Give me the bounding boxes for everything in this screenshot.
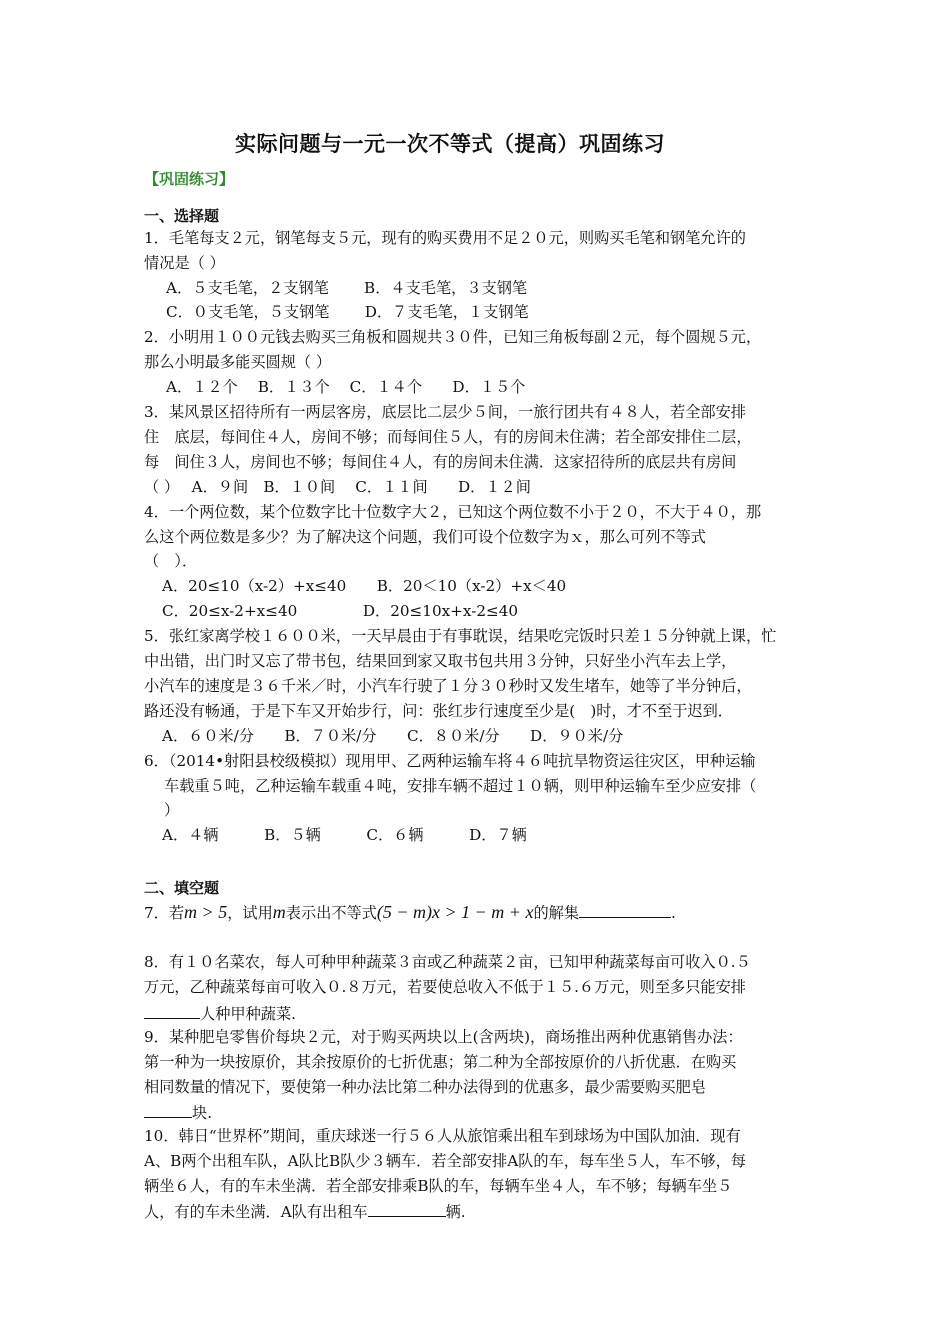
q8-suffix: 人种甲种蔬菜. — [200, 1005, 296, 1023]
q9-line4 — [144, 1101, 212, 1123]
q10-line3: 辆坐６人，有的车未坐满．若全部安排乘B队的车，每辆车坐４人，车不够；每辆车坐５ — [144, 1177, 733, 1195]
q7-inequality: (5 − m)x > 1 − m + x — [376, 902, 534, 922]
q5-line1: 5．张红家离学校１６００米，一天早晨由于有事耽误，结果吃完饭时只差１５分钟就上课，忙 — [144, 627, 777, 645]
q10-line4 — [144, 1200, 466, 1222]
q1-options-ab: A．５支毛笔，２支钢笔 B．４支毛笔，３支钢笔 — [166, 279, 528, 297]
q6-line2: 车载重５吨，乙种运输车载重４吨，安排车辆不超过１０辆，则甲种运输车至少应安排（ — [164, 777, 757, 795]
q4-options-cd: C．20≤x-2+x≤40 D．20≤10x+x-2≤40 — [162, 602, 519, 620]
q10-line2: A、B两个出租车队，A队比B队少３辆车．若全部安排A队的车，每车坐５人，车不够，每 — [144, 1152, 746, 1170]
q2-options: A．１２个 B．１３个 C．１４个 D．１５个 — [166, 378, 526, 396]
q7-variable: m — [272, 902, 286, 922]
q4-line3: （ ）． — [144, 552, 198, 570]
q7-suffix: 的解集 — [533, 904, 580, 922]
q5-line2: 中出错，出门时又忘了带书包，结果回到家又取书包共用３分钟，只好坐小汽车去上学， — [144, 652, 737, 670]
q4-options-ab: A．20≤10（x-2）+x≤40 B．20＜10（x-2）+x＜40 — [162, 577, 567, 595]
q8-line3 — [144, 1002, 296, 1024]
q7-answer-blank[interactable] — [579, 901, 671, 918]
q4-line1: 4．一个两位数，某个位数字比十位数字大２，已知这个两位数不小于２０，不大于４０，那 — [144, 503, 762, 521]
q7-end: . — [671, 904, 676, 922]
q3-line1: 3．某风景区招待所有一两层客房，底层比二层少５间，一旅行团共有４８人，若全部安排 — [144, 403, 746, 421]
part2-heading: 二、填空题 — [144, 879, 220, 897]
q5-line3: 小汽车的速度是３６千米／时，小汽车行驶了１分３０秒时又发生堵车，她等了半分钟后， — [144, 677, 752, 695]
q9-line2: 第一种为一块按原价，其余按原价的七折优惠；第二种为全部按原价的八折优惠．在购买 — [144, 1053, 737, 1071]
q7-line — [144, 901, 676, 923]
q7-condition: m > 5 — [184, 902, 228, 922]
page-title: 实际问题与一元一次不等式（提高）巩固练习 — [235, 132, 665, 156]
q8-line2: 万元，乙种蔬菜每亩可收入０.８万元，若要使总收入不低于１５.６万元，则至多只能安排 — [144, 978, 746, 996]
q10-suffix: 辆. — [445, 1203, 466, 1221]
section-tag: 【巩固练习】 — [144, 170, 235, 188]
q8-answer-blank[interactable] — [144, 1002, 200, 1019]
q10-answer-blank[interactable] — [368, 1200, 446, 1217]
q4-line2: 么这个两位数是多少？为了解决这个问题，我们可设个位数字为ｘ，那么可列不等式 — [144, 528, 706, 546]
q3-line3: 每 间住３人，房间也不够；每间住４人，有的房间未住满．这家招待所的底层共有房间 — [144, 453, 737, 471]
q1-line1: 1．毛笔每支２元，钢笔每支５元，现有的购买费用不足２０元，则购买毛笔和钢笔允许的 — [144, 229, 746, 247]
part1-heading: 一、选择题 — [144, 207, 220, 225]
q5-options: A．６０米/分 B．７０米/分 C．８０米/分 D．９０米/分 — [162, 727, 624, 745]
q8-line1: 8．有１０名菜农，每人可种甲种蔬菜３亩或乙种蔬菜２亩，已知甲种蔬菜每亩可收入０.５ — [144, 953, 751, 971]
q7-prefix: 7．若 — [144, 904, 185, 922]
q3-line4: （ ） A．９间 B．１０间 C．１１间 D．１２间 — [144, 478, 531, 496]
q7-mid2: 表示出不等式 — [285, 904, 377, 922]
q1-line2: 情况是（ ） — [144, 254, 225, 272]
q9-line3: 相同数量的情况下，要使第一种办法比第二种办法得到的优惠多，最少需要购买肥皂 — [144, 1078, 706, 1096]
q1-options-cd: C．０支毛笔，５支钢笔 D．７支毛笔，１支钢笔 — [166, 303, 529, 321]
q3-line2: 住 底层，每间住４人，房间不够；而每间住５人，有的房间未住满；若全部安排住二层， — [144, 428, 752, 446]
q10-line1: 10．韩日“世界杯”期间，重庆球迷一行５６人从旅馆乘出租车到球场为中国队加油．现有 — [144, 1127, 741, 1145]
q6-line1: 6．（2014•射阳县校级模拟）现用甲、乙两种运输车将４６吨抗旱物资运往灾区，甲种运输 — [144, 752, 756, 770]
q6-options: A．４辆 B．５辆 C．６辆 D．７辆 — [162, 826, 527, 844]
q5-line4: 路还没有畅通，于是下车又开始步行，问：张红步行速度至少是( )时，才不至于迟到． — [144, 702, 733, 720]
q2-line1: 2．小明用１００元钱去购买三角板和圆规共３０件，已知三角板每副２元，每个圆规５元， — [144, 328, 762, 346]
q9-answer-blank[interactable] — [144, 1101, 192, 1118]
q7-mid1: ，试用 — [227, 904, 273, 922]
q10-prefix: 人，有的车未坐满．A队有出租车 — [144, 1203, 368, 1221]
q6-line3: ） — [164, 801, 180, 819]
q9-line1: 9．某种肥皂零售价每块２元，对于购买两块以上(含两块)，商场推出两种优惠销售办法： — [144, 1028, 743, 1046]
q2-line2: 那么小明最多能买圆规（ ） — [144, 353, 332, 371]
q9-suffix: 块. — [192, 1104, 213, 1122]
